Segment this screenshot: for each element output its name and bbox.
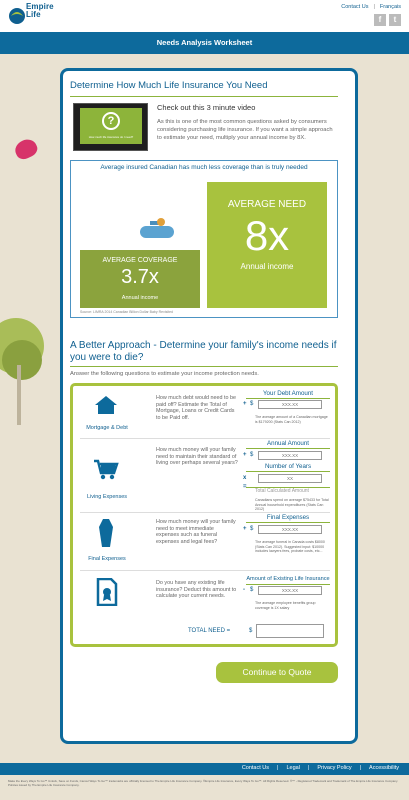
existing-insurance-label: Amount of Existing Life Insurance — [246, 576, 330, 582]
footer-accessibility-link[interactable]: Accessibility — [369, 765, 399, 771]
top-links — [341, 4, 401, 10]
existing-note: The average employee benefits group coverage is 1X salary — [255, 601, 316, 610]
average-coverage-label: AVERAGE COVERAGE — [102, 257, 178, 264]
row-divider — [80, 570, 330, 571]
living-question: How much money will your family need to maintain their standard of living over perhaps several years? — [156, 447, 238, 467]
separator: | — [277, 765, 279, 771]
debt-note: The average amount of a Canadian mortgage is $179200 (Stats Can 2012) — [255, 415, 328, 424]
multiply-operator: x — [243, 475, 247, 481]
currency-symbol: $ — [250, 401, 254, 407]
divider — [70, 366, 338, 367]
bird-decoration — [12, 136, 40, 162]
approach-title: A Better Approach - Determine your family's income needs if you were to die? — [70, 340, 337, 363]
row-divider — [80, 438, 330, 439]
debt-amount-input[interactable] — [258, 400, 322, 409]
final-question: How much money will your family need to meet immediate expenses such as funeral expenses and legal fees? — [156, 519, 236, 545]
video-player[interactable] — [73, 103, 148, 151]
currency-symbol: $ — [250, 452, 254, 458]
divider — [246, 448, 330, 449]
video-caption: How much life insurance do I need? — [88, 135, 134, 139]
continue-to-quote-button[interactable]: Continue to Quote — [216, 662, 338, 683]
footer-legal-link[interactable]: Legal — [286, 765, 300, 771]
video-title: Check out this 3 minute video — [157, 103, 256, 112]
separator: | — [359, 765, 362, 771]
twitter-icon[interactable]: t — [389, 14, 401, 26]
divider — [246, 522, 330, 523]
approach-intro: Answer the following questions to estimate your income protection needs. — [70, 371, 259, 377]
video-thumbnail[interactable] — [80, 108, 142, 144]
currency-symbol: $ — [250, 587, 254, 593]
average-coverage-sub: Annual income — [121, 295, 159, 301]
average-need-sub: Annual income — [240, 262, 294, 271]
comparison-title: Average insured Canadian has much less coverage than is truly needed — [100, 164, 308, 171]
divider — [70, 96, 338, 97]
shopping-cart-icon — [93, 459, 119, 481]
plane-decoration — [140, 226, 174, 238]
mortgage-debt-label: Mortgage & Debt — [86, 425, 128, 431]
top-header — [0, 0, 409, 32]
footer-privacy-link[interactable]: Privacy Policy — [317, 765, 352, 771]
row-divider — [80, 512, 330, 513]
average-coverage-block — [80, 250, 200, 308]
facebook-icon[interactable]: f — [374, 14, 386, 26]
coffin-icon — [98, 518, 114, 548]
average-need-label: AVERAGE NEED — [227, 199, 307, 210]
currency-symbol: $ — [249, 628, 253, 634]
francais-link[interactable]: Français — [379, 4, 401, 10]
annual-amount-label: Annual Amount — [267, 440, 309, 447]
footer-links — [242, 765, 399, 771]
equals-operator: = — [243, 484, 247, 490]
average-need-block — [207, 182, 327, 308]
tree-trunk — [17, 365, 21, 425]
total-calculated-label: Total Calculated Amount — [255, 488, 309, 494]
divider — [246, 584, 330, 585]
plus-operator: + — [243, 401, 247, 407]
divider — [246, 471, 330, 472]
existing-insurance-input[interactable] — [258, 586, 322, 595]
living-note: Canadians spend on average $75433 for Total Annual household expenditures (Stats Can 2012) — [255, 498, 329, 512]
footer-contact-link[interactable]: Contact Us — [241, 765, 270, 771]
final-expenses-field-label: Final Expenses — [266, 514, 310, 521]
annual-amount-input[interactable] — [258, 451, 322, 460]
debt-amount-label: Your Debt Amount — [263, 390, 313, 397]
question-mark-icon: ? — [102, 112, 120, 130]
separator: | — [307, 765, 310, 771]
final-expenses-input[interactable] — [258, 525, 322, 534]
contact-us-link[interactable]: Contact Us — [341, 4, 369, 10]
average-coverage-value: 3.7x — [121, 266, 159, 288]
total-need-input[interactable] — [256, 624, 324, 638]
house-icon — [94, 395, 118, 415]
currency-symbol: $ — [250, 526, 254, 532]
page-title: Needs Analysis Worksheet — [156, 38, 253, 47]
living-expenses-label: Living Expenses — [86, 494, 128, 500]
tree-decoration-small — [2, 340, 42, 380]
video-description: As this is one of the most common questions asked by consumers considering purchasing life insurance. If you want a simple approach to estimate your need, multiply your annual income by 8X. — [157, 119, 333, 141]
separator: | — [373, 4, 375, 10]
social-links — [374, 14, 401, 26]
legal-text: Make the Every Ways To Go™ Unlock, Save on Funds, Cancel Ways To Go™ trademarks are officially licensed to The Empire Life Insurance Company. ®Empire Life Insurance, Every Ways To Go™. All Rights Reserved. ®™ - Registered Trademark and Trademark of The Empire Life Insurance Company. Policies issued by The Empire Life Insurance Company. — [8, 779, 399, 787]
total-need-label: TOTAL NEED = — [188, 628, 231, 634]
number-of-years-label: Number of Years — [264, 463, 312, 470]
section-title: Determine How Much Life Insurance You Need — [70, 80, 268, 91]
existing-question: Do you have any existing life insurance? Deduct this amount to calculate your current needs. — [156, 580, 237, 600]
average-need-value: 8x — [244, 212, 290, 259]
final-note: The average funeral in Canada costs $8000 (Stats Can 2012). Suggested input: $10000 includes lawyers fees, probate costs, etc... — [255, 540, 325, 554]
pilot-decoration — [157, 218, 165, 226]
divider — [246, 398, 330, 399]
debt-question: How much debt would need to be paid off? Estimate the Total of Mortgage, Loans or Credit Cards to be Paid off. — [156, 395, 237, 421]
plus-operator: + — [243, 452, 247, 458]
source-note: Source: LIMRA 2014 Canadian Billion Dollar Baby Revisited — [80, 310, 173, 314]
number-of-years-input[interactable] — [258, 474, 322, 483]
brand-name: Empire Life — [26, 2, 54, 19]
plus-operator: + — [243, 526, 247, 532]
final-expenses-label: Final Expenses — [88, 556, 126, 562]
minus-operator: - — [243, 587, 245, 593]
policy-document-icon — [96, 578, 118, 606]
